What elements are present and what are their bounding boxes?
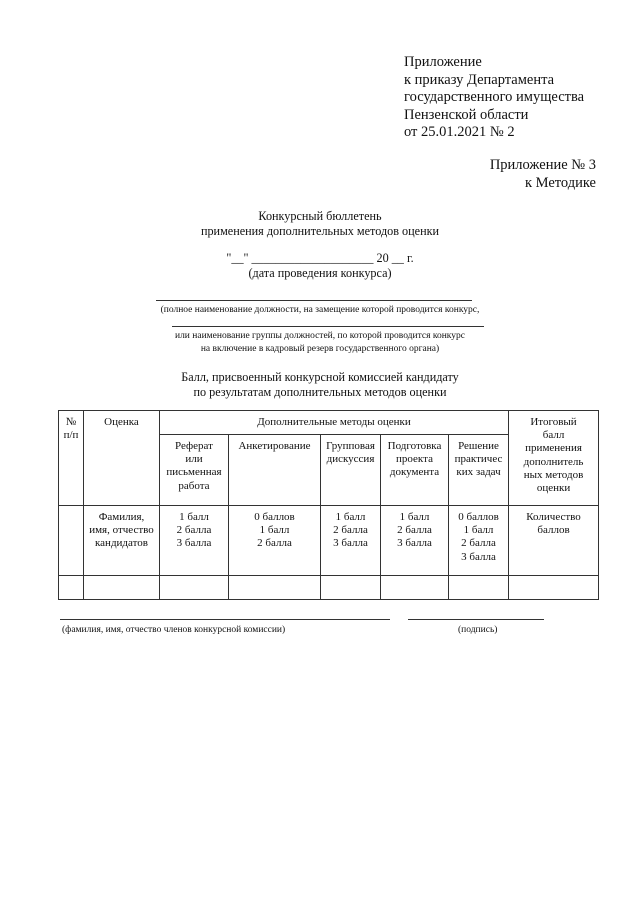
position-blank-line-2 — [172, 326, 484, 327]
appendix-header-line: к приказу Департамента — [404, 71, 555, 88]
appendix-3-line: Приложение № 3 — [489, 157, 596, 173]
score-row-number — [59, 506, 84, 576]
table-header-row — [59, 411, 599, 435]
signature-line — [408, 619, 544, 620]
position-blank-line-1 — [156, 300, 472, 301]
score-row-label: Фамилия, имя, отчество кандидатов — [84, 506, 160, 576]
blank-cell — [449, 576, 509, 600]
appendix-3-header — [490, 157, 596, 192]
ballot-table — [58, 410, 599, 600]
scores-essay: 1 балл 2 балла 3 балла — [160, 506, 229, 576]
scores-practical-tasks: 0 баллов 1 балл 2 балла 3 балла — [449, 506, 509, 576]
table-score-row — [59, 506, 599, 576]
position-caption-2: или наименование группы должностей, по которой проводится конкурс — [174, 331, 465, 341]
method-header-essay: Реферат или письменная работа — [160, 435, 229, 506]
blank-cell — [509, 576, 599, 600]
names-caption: (фамилия, имя, отчество членов конкурсной комиссии) — [62, 625, 286, 635]
document-title — [0, 209, 640, 238]
appendix-header — [404, 54, 584, 142]
appendix-header-line: Приложение — [404, 54, 482, 70]
score-subtitle — [0, 370, 640, 399]
methods-group-header: Дополнительные методы оценки — [160, 411, 509, 435]
scores-questionnaire: 0 баллов 1 балл 2 балла — [229, 506, 321, 576]
blank-cell — [59, 576, 84, 600]
appendix-header-line: от 25.01.2021 № 2 — [404, 124, 515, 141]
date-blank-line: "__" ____________________ 20 __ г. — [226, 251, 414, 265]
title-line-1: Конкурсный бюллетень — [258, 209, 382, 223]
blank-cell — [381, 576, 449, 600]
contest-date — [0, 251, 640, 280]
appendix-header-line: Пензенской области — [404, 106, 529, 123]
appendix-3-line: к Методике — [524, 174, 596, 191]
names-signature-line — [60, 619, 390, 620]
date-caption: (дата проведения конкурса) — [248, 265, 392, 280]
position-caption-3: на включение в кадровый резерв государственного органа) — [200, 344, 440, 354]
signature-caption: (подпись) — [458, 625, 498, 635]
method-header-group-discussion: Групповая дискуссия — [321, 435, 381, 506]
col-number-header: № п/п — [59, 411, 84, 506]
blank-cell — [160, 576, 229, 600]
blank-cell — [321, 576, 381, 600]
table-blank-row — [59, 576, 599, 600]
method-header-document-draft: Подготовка проекта документа — [381, 435, 449, 506]
col-total-header: Итоговый балл применения дополнитель ных методов оценки — [509, 411, 599, 506]
method-header-questionnaire: Анкетирование — [229, 435, 321, 506]
score-total-label: Количество баллов — [509, 506, 599, 576]
position-caption-1: (полное наименование должности, на замещение которой проводится конкурс, — [160, 305, 480, 315]
scores-group-discussion: 1 балл 2 балла 3 балла — [321, 506, 381, 576]
blank-cell — [84, 576, 160, 600]
col-rating-header: Оценка — [84, 411, 160, 506]
scores-document-draft: 1 балл 2 балла 3 балла — [381, 506, 449, 576]
subtitle-line-2: по результатам дополнительных методов оценки — [193, 384, 447, 399]
subtitle-line-1: Балл, присвоенный конкурсной комиссией кандидату — [181, 370, 459, 384]
appendix-header-line: государственного имущества — [404, 89, 585, 106]
title-line-2: применения дополнительных методов оценки — [200, 223, 440, 238]
method-header-practical-tasks: Решение практичес ких задач — [449, 435, 509, 506]
blank-cell — [229, 576, 321, 600]
